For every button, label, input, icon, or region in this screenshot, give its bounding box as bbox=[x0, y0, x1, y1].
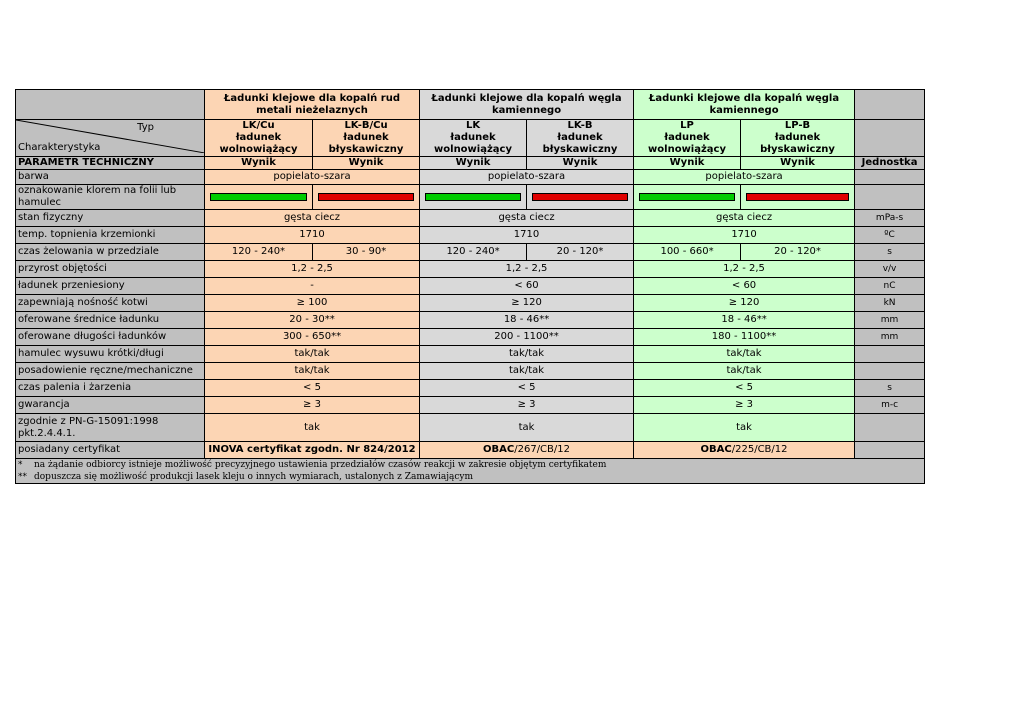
charakterystyka-label: Charakterystyka bbox=[18, 142, 101, 153]
unit-top-cell bbox=[855, 90, 925, 120]
row-temp bbox=[16, 227, 925, 244]
unit-cell: v/v bbox=[855, 261, 925, 278]
row-gwarancja bbox=[16, 397, 925, 414]
unit-cell: m-c bbox=[855, 397, 925, 414]
product-kind: wolnowiążący bbox=[219, 144, 298, 155]
certificate-number: /267/CB/12 bbox=[514, 444, 570, 455]
certificate-prefix: OBAC bbox=[700, 444, 732, 455]
row-label: oferowane średnice ładunku bbox=[16, 312, 205, 329]
row-label: oznakowanie klorem na folii lub hamulec bbox=[16, 185, 205, 210]
group-header-row bbox=[16, 90, 925, 120]
row-stan bbox=[16, 210, 925, 227]
footnotes bbox=[16, 459, 925, 484]
unit-cell bbox=[855, 185, 925, 210]
row-label: zgodnie z PN-G-15091:1998 pkt.2.4.4.1. bbox=[16, 414, 205, 442]
product-name: ładunek bbox=[557, 132, 603, 143]
unit-cell bbox=[855, 363, 925, 380]
value-cell: < 60 bbox=[420, 278, 634, 295]
row-label: barwa bbox=[16, 170, 205, 185]
value-cell: popielato-szara bbox=[205, 170, 420, 185]
row-label: czas palenia i żarzenia bbox=[16, 380, 205, 397]
product-code: LK-B/Cu bbox=[344, 120, 388, 131]
value-cell: popielato-szara bbox=[420, 170, 634, 185]
row-label: hamulec wysuwu krótki/długi bbox=[16, 346, 205, 363]
value-cell: 18 - 46** bbox=[634, 312, 855, 329]
row-label: przyrost objętości bbox=[16, 261, 205, 278]
unit-cell bbox=[855, 346, 925, 363]
certificate-cell bbox=[634, 442, 855, 459]
unit-cell bbox=[855, 442, 925, 459]
value-cell: 30 - 90* bbox=[313, 244, 420, 261]
group-header-wegiel-2: Ładunki klejowe dla kopalń węgla kamiennego bbox=[634, 90, 855, 120]
value-cell: 120 - 240* bbox=[420, 244, 527, 261]
value-cell: - bbox=[205, 278, 420, 295]
value-cell: tak/tak bbox=[634, 346, 855, 363]
value-cell: 1710 bbox=[420, 227, 634, 244]
value-cell: 120 - 240* bbox=[205, 244, 313, 261]
row-label: stan fizyczny bbox=[16, 210, 205, 227]
product-name: ładunek bbox=[343, 132, 389, 143]
unit-cell: s bbox=[855, 244, 925, 261]
row-przyrost bbox=[16, 261, 925, 278]
footnote-2-text: dopuszcza się możliwość produkcji lasek kleju o innych wymiarach, ustalonych z Zamawiającym bbox=[34, 472, 474, 482]
unit-header: Jednostka bbox=[855, 157, 925, 170]
footnote-1-mark: * bbox=[18, 460, 23, 470]
value-cell: popielato-szara bbox=[634, 170, 855, 185]
color-swatch-cell bbox=[420, 185, 527, 210]
product-lk bbox=[420, 120, 527, 157]
row-dlugosci bbox=[16, 329, 925, 346]
color-swatch-cell bbox=[205, 185, 313, 210]
specification-table bbox=[15, 89, 925, 484]
unit-cell: nC bbox=[855, 278, 925, 295]
product-name: ładunek bbox=[664, 132, 710, 143]
value-cell: 20 - 120* bbox=[527, 244, 634, 261]
row-zgodnie bbox=[16, 414, 925, 442]
value-cell: gęsta ciecz bbox=[634, 210, 855, 227]
unit-cell bbox=[855, 170, 925, 185]
product-name: ładunek bbox=[450, 132, 496, 143]
certificate-number: /225/CB/12 bbox=[731, 444, 788, 455]
type-characteristic-corner bbox=[16, 120, 205, 157]
product-kind: błyskawiczny bbox=[542, 144, 618, 155]
notes-row bbox=[16, 459, 925, 484]
value-cell: 180 - 1100** bbox=[634, 329, 855, 346]
value-cell: 200 - 1100** bbox=[420, 329, 634, 346]
row-label: ładunek przeniesiony bbox=[16, 278, 205, 295]
result-label: Wynik bbox=[313, 157, 420, 170]
green-color-bar bbox=[639, 193, 735, 201]
row-hamulec bbox=[16, 346, 925, 363]
value-cell: 1,2 - 2,5 bbox=[420, 261, 634, 278]
product-kind: wolnowiążący bbox=[434, 144, 512, 155]
spreadsheet bbox=[15, 89, 924, 484]
certificate-prefix: OBAC bbox=[483, 444, 515, 455]
unit-cell: s bbox=[855, 380, 925, 397]
unit-header-blank bbox=[855, 120, 925, 157]
value-cell: 1,2 - 2,5 bbox=[205, 261, 420, 278]
color-swatch-cell bbox=[634, 185, 741, 210]
value-cell: gęsta ciecz bbox=[205, 210, 420, 227]
row-label: gwarancja bbox=[16, 397, 205, 414]
result-label: Wynik bbox=[527, 157, 634, 170]
color-swatch-cell bbox=[313, 185, 420, 210]
row-label: temp. topnienia krzemionki bbox=[16, 227, 205, 244]
value-cell: tak/tak bbox=[634, 363, 855, 380]
value-cell: ≥ 120 bbox=[420, 295, 634, 312]
value-cell: 1710 bbox=[205, 227, 420, 244]
product-lp-b bbox=[741, 120, 855, 157]
product-code: LK bbox=[465, 120, 481, 131]
green-color-bar bbox=[425, 193, 521, 201]
value-cell: 20 - 120* bbox=[741, 244, 855, 261]
row-posadowienie bbox=[16, 363, 925, 380]
unit-cell: mPa-s bbox=[855, 210, 925, 227]
value-cell: ≥ 3 bbox=[420, 397, 634, 414]
row-ladunek bbox=[16, 278, 925, 295]
product-code: LK/Cu bbox=[242, 120, 275, 131]
group-header-wegiel-1: Ładunki klejowe dla kopalń węgla kamiennego bbox=[420, 90, 634, 120]
footnote-1 bbox=[18, 459, 922, 471]
value-cell: tak bbox=[634, 414, 855, 442]
unit-cell: ºC bbox=[855, 227, 925, 244]
certificate-cell bbox=[420, 442, 634, 459]
value-cell: tak bbox=[205, 414, 420, 442]
footnote-2 bbox=[18, 471, 922, 483]
value-cell: tak/tak bbox=[420, 363, 634, 380]
unit-cell: mm bbox=[855, 329, 925, 346]
product-kind: błyskawiczny bbox=[760, 144, 835, 155]
value-cell: tak/tak bbox=[420, 346, 634, 363]
value-cell: ≥ 3 bbox=[634, 397, 855, 414]
value-cell: 20 - 30** bbox=[205, 312, 420, 329]
product-code: LP bbox=[680, 120, 694, 131]
value-cell: < 5 bbox=[205, 380, 420, 397]
product-code: LP-B bbox=[784, 120, 811, 131]
red-color-bar bbox=[318, 193, 414, 201]
unit-cell: kN bbox=[855, 295, 925, 312]
corner-top-cell bbox=[16, 90, 205, 120]
row-label: posiadany certyfikat bbox=[16, 442, 205, 459]
value-cell: 300 - 650** bbox=[205, 329, 420, 346]
value-cell: 1,2 - 2,5 bbox=[634, 261, 855, 278]
row-srednice bbox=[16, 312, 925, 329]
color-swatch-cell bbox=[741, 185, 855, 210]
green-color-bar bbox=[210, 193, 307, 201]
value-cell: ≥ 100 bbox=[205, 295, 420, 312]
value-cell: < 60 bbox=[634, 278, 855, 295]
result-label: Wynik bbox=[420, 157, 527, 170]
value-cell: 1710 bbox=[634, 227, 855, 244]
row-czas-zelowania bbox=[16, 244, 925, 261]
result-label: Wynik bbox=[741, 157, 855, 170]
product-lp bbox=[634, 120, 741, 157]
product-header-row bbox=[16, 120, 925, 157]
row-label: zapewniają nośność kotwi bbox=[16, 295, 205, 312]
product-lk-cu bbox=[205, 120, 313, 157]
row-label: posadowienie ręczne/mechaniczne bbox=[16, 363, 205, 380]
value-cell: tak bbox=[420, 414, 634, 442]
red-color-bar bbox=[532, 193, 628, 201]
result-label: Wynik bbox=[634, 157, 741, 170]
group-header-rudy: Ładunki klejowe dla kopalń rud metali nieżelaznych bbox=[205, 90, 420, 120]
product-name: ładunek bbox=[235, 132, 282, 143]
product-lk-b bbox=[527, 120, 634, 157]
red-color-bar bbox=[746, 193, 848, 201]
value-cell: 18 - 46** bbox=[420, 312, 634, 329]
result-label: Wynik bbox=[205, 157, 313, 170]
row-oznakowanie bbox=[16, 185, 925, 210]
certificate-value: INOVA certyfikat zgodn. Nr 824/2012 bbox=[205, 442, 420, 459]
value-cell: < 5 bbox=[634, 380, 855, 397]
row-label: oferowane długości ładunków bbox=[16, 329, 205, 346]
value-cell: gęsta ciecz bbox=[420, 210, 634, 227]
row-nosnosc bbox=[16, 295, 925, 312]
product-name: ładunek bbox=[774, 132, 821, 143]
value-cell: 100 - 660* bbox=[634, 244, 741, 261]
product-kind: wolnowiążący bbox=[648, 144, 727, 155]
param-header: PARAMETR TECHNICZNY bbox=[16, 157, 205, 170]
value-cell: ≥ 3 bbox=[205, 397, 420, 414]
value-cell: tak/tak bbox=[205, 346, 420, 363]
color-swatch-cell bbox=[527, 185, 634, 210]
unit-cell: mm bbox=[855, 312, 925, 329]
row-palenie bbox=[16, 380, 925, 397]
product-code: LK-B bbox=[567, 120, 593, 131]
row-certyfikat bbox=[16, 442, 925, 459]
footnote-2-mark: ** bbox=[18, 472, 27, 482]
unit-cell bbox=[855, 414, 925, 442]
typ-label: Typ bbox=[137, 122, 154, 133]
footnote-1-text: na żądanie odbiorcy istnieje możliwość precyzyjnego ustawienia przedziałów czasów reakcji w zakresie objętym certyfikatem bbox=[34, 460, 607, 470]
product-kind: błyskawiczny bbox=[328, 144, 404, 155]
param-header-row bbox=[16, 157, 925, 170]
row-label: czas żelowania w przedziale bbox=[16, 244, 205, 261]
row-barwa bbox=[16, 170, 925, 185]
value-cell: < 5 bbox=[420, 380, 634, 397]
product-lk-b-cu bbox=[313, 120, 420, 157]
value-cell: ≥ 120 bbox=[634, 295, 855, 312]
value-cell: tak/tak bbox=[205, 363, 420, 380]
